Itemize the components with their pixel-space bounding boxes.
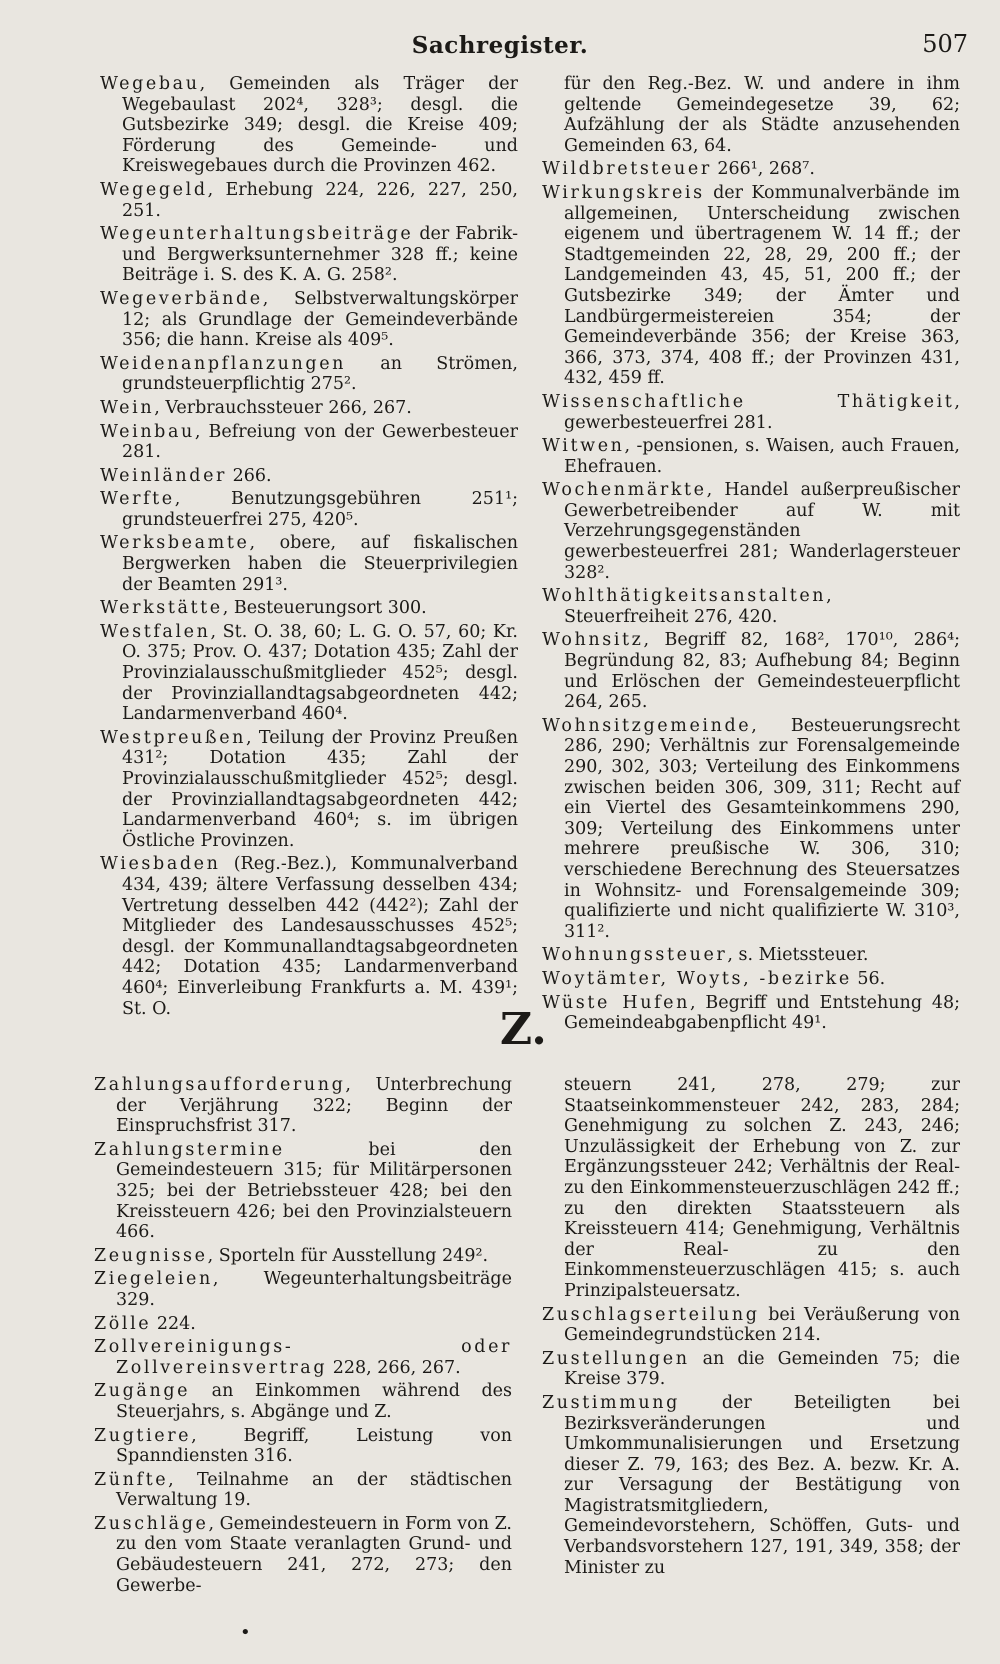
index-keyword: Westfalen (100, 621, 211, 642)
index-entry (100, 180, 518, 221)
index-keyword: Zuschlagserteilung (542, 1304, 760, 1325)
index-keyword: Wildbretsteuer (542, 159, 712, 180)
index-entry (94, 1269, 512, 1310)
index-references: , Begriff und Entstehung 48; Gemeindeabgabenpflicht 49¹. (564, 992, 961, 1034)
index-references: , s. Mietssteuer. (727, 945, 869, 966)
index-entry (542, 1393, 960, 1578)
index-keyword: Zustimmung (542, 1392, 680, 1413)
index-entry (94, 1140, 512, 1243)
index-keyword: Wissenschaftliche Thätigkeit (542, 391, 955, 412)
index-entry (542, 183, 960, 389)
index-references: , Steuerfreiheit 276, 420. (564, 586, 832, 627)
index-references: , Teilnahme an der städtischen Verwaltung 19. (116, 1469, 512, 1511)
index-keyword: Wegebau (100, 74, 200, 94)
continued-entry-text: für den Reg.-Bez. W. und andere in ihm geltende Gemeindegesetze 39, 62; Aufzählung der als Städte anzusehenden Gemeinden 63, 64. (564, 74, 960, 156)
index-keyword: Werkstätte (100, 598, 223, 619)
index-keyword: Zugänge (94, 1381, 191, 1402)
index-keyword: Woytämter, Woyts, -bezirke (542, 968, 852, 989)
index-references: , Selbstverwaltungskörper 12; als Grundlage der Gemeindeverbände 356; die hann. Kreise als 409⁵. (122, 288, 518, 351)
index-references: , Erhebung 224, 226, 227, 250, 251. (122, 179, 518, 221)
index-references: der Kommunalverbände im allgemeinen, Unterscheidung zwischen eigenem und übertragenem W. 14 ff.; der Stadtgemeinden 22, 28, 29, 200 ff.; der Landgemeinden 43, 45, 51, 200 ff.; der Gutsbezirke 349; der Ämter und Landbürgermeistereien 354; der Gemeindeverbände 356; der Kreise 363, 366, 373, 374, 408 ff.; der Provinzen 431, 432, 459 ff. (564, 182, 960, 389)
index-column-bottom-left (94, 1075, 512, 1599)
index-entry (542, 436, 960, 477)
index-keyword: Zeugnisse (94, 1245, 208, 1266)
index-references: , -pensionen, s. Waisen, auch Frauen, Ehefrauen. (564, 436, 960, 477)
index-entry (94, 1246, 512, 1267)
index-references: (Reg.-Bez.), Kommunalverband 434, 439; ältere Verfassung desselben 434; Vertretung desselben 442 (442²); Zahl der Mitglieder des Landesausschusses 452⁵; desgl. der Kommunallandtagsabgeordneten 442; Dotation 435; Landarmenverband 460⁴; Einverleibung Frankfurts a. M. 439¹; St. O. (122, 854, 518, 1019)
index-keyword: Wohnsitzgemeinde (542, 715, 752, 736)
index-keyword: Witwen (542, 436, 625, 457)
index-keyword: Zahlungsaufforderung (94, 1075, 346, 1095)
index-entry (100, 854, 518, 1019)
index-entry (94, 1514, 512, 1596)
index-keyword: Wirkungskreis (542, 182, 705, 203)
index-references: , Gemeindesteuern in Form von Z. zu den vom Staate veranlagten Grund- und Gebäudesteuern 241, 272, 273; den Gewerbe- (116, 1513, 512, 1596)
index-references: , Befreiung von der Gewerbesteuer 281. (122, 421, 518, 463)
index-keyword: Werfte (100, 489, 175, 510)
index-references: , Begriff 82, 168², 170¹⁰, 286⁴; Begründung 82, 83; Aufhebung 84; Beginn und Erlöschen der Gemeindesteuerpflicht 264, 265. (564, 630, 960, 713)
index-references: , Gemeinden als Träger der Wegebaulast 202⁴, 328³; desgl. die Gutsbezirke 349; desgl. die Kreise 409; Förderung des Gemeinde- und Kreiswegebaues durch die Provinzen 462. (122, 74, 518, 177)
index-entry (542, 480, 960, 583)
index-entry (100, 289, 518, 351)
index-references: 266. (227, 465, 272, 486)
index-entry (100, 422, 518, 463)
index-entry (100, 74, 518, 177)
index-keyword: Wegegeld (100, 179, 208, 200)
index-references: bei Veräußerung von Gemeindegrundstücken 214. (564, 1304, 960, 1346)
index-keyword: Ziegeleien (94, 1269, 213, 1290)
index-references: , Sporteln für Ausstellung 249². (207, 1245, 489, 1266)
index-entry (100, 489, 518, 530)
index-references: bei den Gemeindesteuern 315; für Militärpersonen 325; bei der Betriebssteuer 428; bei den Kreissteuern 426; bei den Provinzialsteuern 466. (116, 1139, 512, 1243)
index-entry (542, 392, 960, 433)
index-keyword: Westpreußen (100, 727, 247, 748)
index-entry (94, 1426, 512, 1467)
index-references: , Unterbrechung der Verjährung 322; Beginn der Einspruchsfrist 317. (116, 1075, 512, 1137)
index-keyword: Wegeunterhaltungsbeiträge (100, 224, 414, 245)
index-references: , Besteuerungsrecht 286, 290; Verhältnis zur Forensalgemeinde 290, 302, 303; Verteilung des Einkommens zwischen beiden 306, 309, 311; Recht auf ein Viertel des Gesamteinkommens 290, 309; Verteilung des Einkommens unter mehrere preußische W. 306, 310; verschiedene Berechnung des Steuersatzes in Wohnsitz- und Forensalgemeinde 309; qualifizierte und nicht qualifizierte W. 310³, 311². (564, 715, 960, 942)
index-keyword: Weinländer (100, 465, 228, 486)
index-references: , Teilung der Provinz Preußen 431²; Dotation 435; Zahl der Provinzialausschußmitglieder 452⁵; desgl. der Provinziallandtagsabgeordneten 442; Landarmenverband 460⁴; s. im übrigen Östliche Provinzen. (122, 727, 518, 851)
index-entry (542, 945, 960, 966)
index-entry (542, 159, 960, 180)
index-references: an Einkommen während des Steuerjahrs, s. Abgänge und Z. (116, 1381, 512, 1422)
index-entries-top-right (542, 159, 960, 1033)
index-references: , Besteuerungsort 300. (222, 598, 427, 619)
index-keyword: Weidenanpflanzungen (100, 353, 347, 374)
index-keyword: Zollvereinigungs- oder Zollvereinsvertrag (94, 1337, 512, 1378)
index-references: , Handel außerpreußischer Gewerbetreibender auf W. mit Verzehrungsgegenständen gewerbesteuerfrei 281; Wanderlagersteuer 328². (564, 480, 960, 583)
index-keyword: Wochenmärkte (542, 480, 707, 501)
index-keyword: Wohlthätigkeitsanstalten (542, 586, 827, 607)
index-references: , Begriff, Leistung von Spanndiensten 316. (116, 1425, 512, 1467)
index-column-bottom-right (542, 1075, 960, 1581)
index-references: 266¹, 268⁷. (711, 159, 815, 180)
index-entry (94, 1337, 512, 1378)
running-title: Sachregister. (411, 32, 589, 59)
index-references: an Strömen, grundsteuerpflichtig 275². (122, 353, 518, 395)
index-entry (100, 622, 518, 725)
index-references: , gewerbesteuerfrei 281. (564, 391, 960, 433)
index-keyword: Wegeverbände (100, 288, 263, 309)
index-references: 56. (851, 968, 886, 989)
index-references: an die Gemeinden 75; die Kreise 379. (564, 1348, 960, 1390)
section-letter-heading: Z. (500, 1004, 547, 1055)
index-keyword: Zuschläge (94, 1513, 209, 1534)
index-keyword: Wiesbaden (100, 854, 221, 875)
index-entry (100, 398, 518, 419)
index-keyword: Zustellungen (542, 1348, 690, 1369)
index-keyword: Wüste Hufen (542, 992, 690, 1013)
index-keyword: Zahlungstermine (94, 1139, 285, 1160)
index-references: , Wegeunterhaltungsbeiträge 329. (116, 1269, 512, 1310)
index-entry (542, 716, 960, 943)
index-keyword: Wohnungssteuer (542, 945, 728, 966)
index-entry (94, 1381, 512, 1422)
index-entry (94, 1314, 512, 1335)
index-entry (100, 728, 518, 852)
index-entry (542, 1305, 960, 1346)
index-entry (100, 466, 518, 487)
index-entry (542, 993, 960, 1034)
index-keyword: Zugtiere (94, 1425, 192, 1446)
index-references: der Fabrik- und Bergwerksunternehmer 328 ff.; keine Beiträge i. S. des K. A. G. 258². (122, 224, 518, 286)
index-entry (542, 969, 960, 990)
index-entry (100, 354, 518, 395)
index-entry (100, 598, 518, 619)
index-references: , obere, auf fiskalischen Bergwerken haben die Steuerprivilegien der Beamten 291³. (122, 533, 518, 595)
index-keyword: Wohnsitz (542, 630, 644, 651)
index-keyword: Zünfte (94, 1469, 169, 1490)
index-column-top-left (100, 74, 518, 1022)
page-header (0, 28, 1000, 68)
index-entry (100, 224, 518, 286)
index-references: 228, 266, 267. (327, 1357, 461, 1378)
index-keyword: Weinbau (100, 421, 195, 442)
index-entry (94, 1075, 512, 1137)
index-entry (542, 586, 960, 627)
index-references: , Verbrauchssteuer 266, 267. (154, 397, 412, 418)
index-entries-bottom-right (542, 1305, 960, 1579)
continued-entry-text: steuern 241, 278, 279; zur Staatseinkommensteuer 242, 283, 284; Genehmigung zu solchen Z. 243, 246; Unzulässigkeit der Erhebung von Z. zur Ergänzungssteuer 242; Verhältnis der Real- zu den Einkommensteuerzuschlägen 242 ff.; zu den direkten Staatssteuern als Kreissteuern 414; Genehmigung, Verhältnis der Real- zu den Einkommensteuerzuschlägen 415; s. auch Prinzipalsteuersatz. (564, 1075, 960, 1301)
index-entry (100, 533, 518, 595)
index-column-top-right (542, 74, 960, 1037)
page-number: 507 (922, 30, 968, 58)
index-entry (94, 1470, 512, 1511)
index-references: , St. O. 38, 60; L. G. O. 57, 60; Kr. O. 375; Prov. O. 437; Dotation 435; Zahl der Provinzialausschußmitglieder 452⁵; desgl. der Provinziallandtagsabgeordneten 442; Landarmenverband 460⁴. (122, 621, 518, 725)
index-references: , Benutzungsgebühren 251¹; grundsteuerfrei 275, 420⁵. (122, 489, 518, 530)
index-entry (542, 1349, 960, 1390)
index-references: der Beteiligten bei Bezirksveränderungen und Umkommunalisierungen und Ersetzung dieser Z. 79, 163; des Bez. A. bezw. Kr. A. zur Versagung der Bestätigung von Magistratsmitgliedern, Gemeindevorstehern, Schöffen, Guts- und Verbandsvorstehern 127, 191, 349, 358; der Minister zu (564, 1392, 960, 1578)
index-keyword: Werksbeamte (100, 533, 250, 554)
index-keyword: Wein (100, 397, 155, 418)
index-keyword: Zölle (94, 1313, 152, 1334)
index-entry (542, 630, 960, 712)
index-references: 224. (151, 1313, 196, 1334)
bottom-mark: • (240, 1622, 251, 1643)
